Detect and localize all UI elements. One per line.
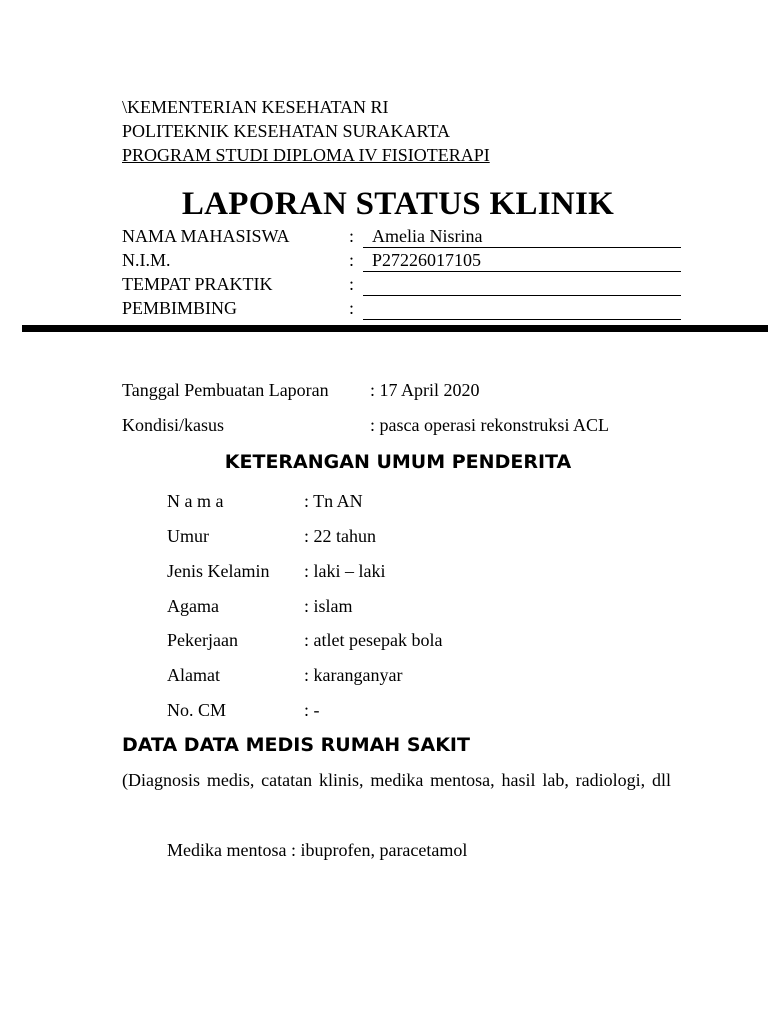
case-label: Kondisi/kasus	[122, 415, 225, 435]
patient-name-label: N a m a	[167, 491, 224, 511]
supervisor-colon: :	[349, 298, 355, 318]
patient-cm-label: No. CM	[167, 700, 227, 720]
patient-occupation-value: : atlet pesepak bola	[304, 630, 443, 650]
nim-field[interactable]: P27226017105	[363, 250, 681, 272]
supervisor-field[interactable]	[363, 298, 681, 320]
case-value: : pasca operasi rekonstruksi ACL	[370, 415, 609, 435]
supervisor-label: PEMBIMBING	[122, 298, 238, 318]
nim-label: N.I.M.	[122, 250, 171, 270]
practice-place-label: TEMPAT PRAKTIK	[122, 274, 273, 294]
patient-address-label: Alamat	[167, 665, 220, 685]
report-date-label: Tanggal Pembuatan Laporan	[122, 380, 329, 400]
patient-gender-label: Jenis Kelamin	[167, 561, 270, 581]
polytechnic-name: POLITEKNIK KESEHATAN SURAKARTA	[122, 121, 451, 141]
medical-section-heading: DATA DATA MEDIS RUMAH SAKIT	[122, 734, 470, 756]
ministry-name: \KEMENTERIAN KESEHATAN RI	[122, 97, 389, 117]
patient-religion-label: Agama	[167, 596, 219, 616]
student-name-colon: :	[349, 226, 355, 246]
header-divider	[22, 325, 768, 332]
patient-age-label: Umur	[167, 526, 209, 546]
patient-cm-value: : -	[304, 700, 320, 720]
study-program: PROGRAM STUDI DIPLOMA IV FISIOTERAPI	[122, 145, 490, 165]
student-name-label: NAMA MAHASISWA	[122, 226, 290, 246]
practice-place-colon: :	[349, 274, 355, 294]
document-title: LAPORAN STATUS KLINIK	[181, 186, 615, 222]
student-name-field[interactable]: Amelia Nisrina	[363, 226, 681, 248]
patient-religion-value: : islam	[304, 596, 353, 616]
report-date-value: : 17 April 2020	[370, 380, 480, 400]
medication-line: Medika mentosa : ibuprofen, paracetamol	[167, 840, 468, 860]
practice-place-field[interactable]	[363, 274, 681, 296]
nim-colon: :	[349, 250, 355, 270]
patient-age-value: : 22 tahun	[304, 526, 376, 546]
patient-name-value: : Tn AN	[304, 491, 363, 511]
patient-section-heading: KETERANGAN UMUM PENDERITA	[224, 451, 572, 473]
patient-occupation-label: Pekerjaan	[167, 630, 238, 650]
medical-note: (Diagnosis medis, catatan klinis, medika mentosa, hasil lab, radiologi, dll	[122, 770, 671, 790]
patient-gender-value: : laki – laki	[304, 561, 386, 581]
patient-address-value: : karanganyar	[304, 665, 403, 685]
